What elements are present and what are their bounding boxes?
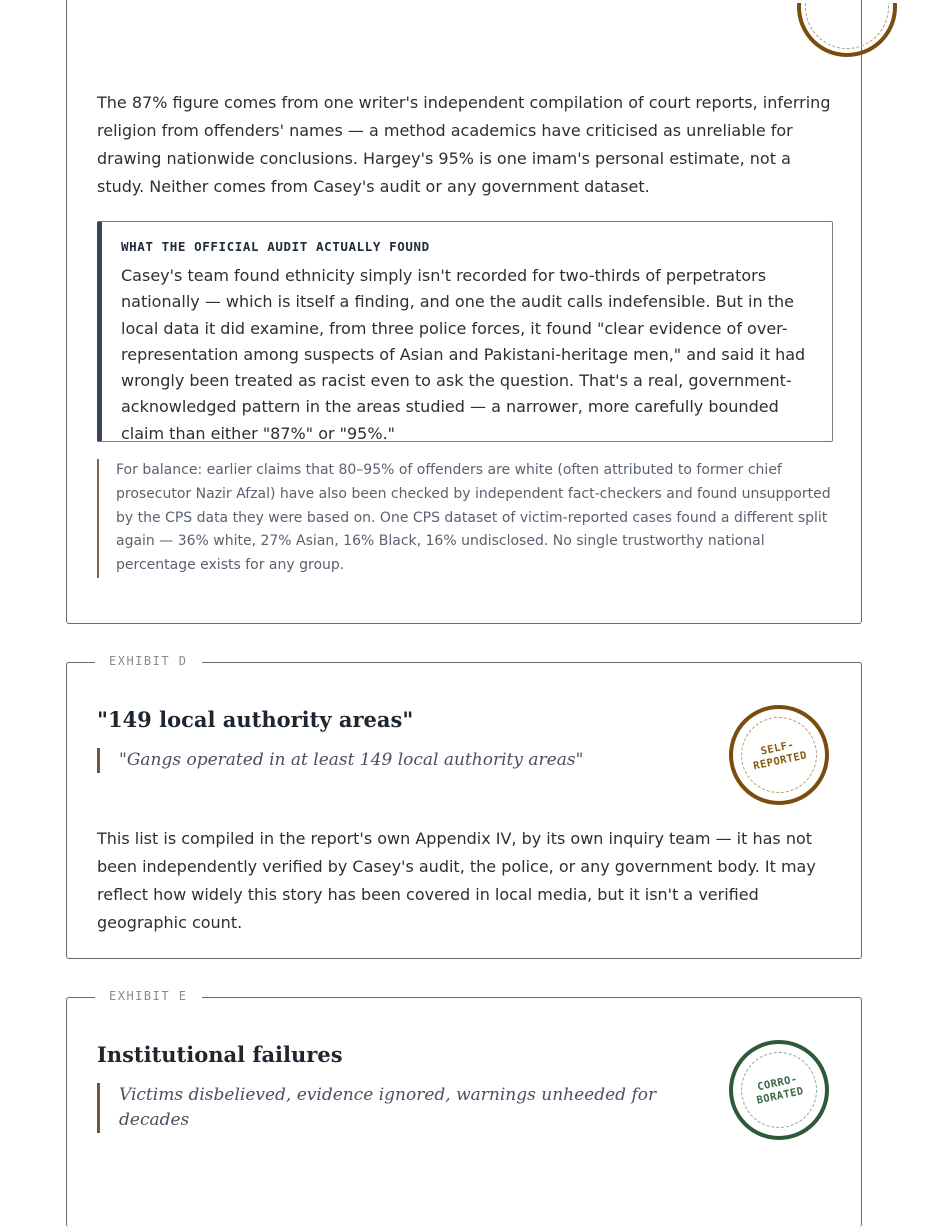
audit-callout bbox=[97, 221, 833, 442]
stamp-label: CORRO- BORATED bbox=[755, 1073, 805, 1107]
corroborated-stamp bbox=[729, 1040, 829, 1140]
exhibit-d-title: "149 local authority areas" bbox=[97, 707, 414, 732]
exhibit-d-label: EXHIBIT D bbox=[95, 654, 202, 668]
exhibit-d-quote: "Gangs operated in at least 149 local authority areas" bbox=[97, 748, 677, 773]
exhibit-e-label: EXHIBIT E bbox=[95, 989, 202, 1003]
exhibit-d-card bbox=[66, 654, 862, 959]
stamp-label: SELF- REPORTED bbox=[752, 738, 809, 773]
exhibit-e-quote: Victims disbelieved, evidence ignored, warnings unheeded for decades bbox=[97, 1083, 677, 1133]
exhibit-e-card bbox=[66, 989, 862, 1227]
balance-note: For balance: earlier claims that 80–95% of offenders are white (often attributed to former chief prosecutor Nazir Afzal) have also been checked by independent fact-checkers and found unsupported by the CPS data they were based on. One CPS dataset of victim-reported cases found a different split again — 36% white, 27% Asian, 16% Black, 16% undisclosed. No single trustworthy national percentage exists for any group. bbox=[97, 459, 837, 578]
exhibit-e-title: Institutional failures bbox=[97, 1042, 343, 1067]
callout-title: WHAT THE OFFICIAL AUDIT ACTUALLY FOUND bbox=[121, 239, 430, 254]
exhibit-d-body: This list is compiled in the report's own Appendix IV, by its own inquiry team — it has not been independently verified by Casey's audit, the police, or any government body. It may reflect how widely this story has been covered in local media, but it isn't a verified geographic count. bbox=[97, 829, 816, 932]
stamp-partial bbox=[793, 3, 901, 69]
exhibit-c-card bbox=[66, 0, 862, 624]
exhibit-c-body: The 87% figure comes from one writer's independent compilation of court reports, inferring religion from offenders' names — a method academics have criticised as unreliable for drawing nationwide conclusions. Hargey's 95% is one imam's personal estimate, not a study. Neither comes from Casey's audit or any government dataset. bbox=[97, 93, 831, 196]
callout-text: Casey's team found ethnicity simply isn't recorded for two-thirds of perpetrators nationally — which is itself a finding, and one the audit calls indefensible. But in the local data it did examine, from three police forces, it found "clear evidence of over-representation among suspects of Asian and Pakistani-heritage men," and said it had wrongly been treated as racist even to ask the question. That's a real, government-acknowledged pattern in the areas studied — a narrower, more carefully bounded claim than either "87%" or "95%." bbox=[121, 266, 806, 443]
self-reported-stamp bbox=[729, 705, 829, 805]
